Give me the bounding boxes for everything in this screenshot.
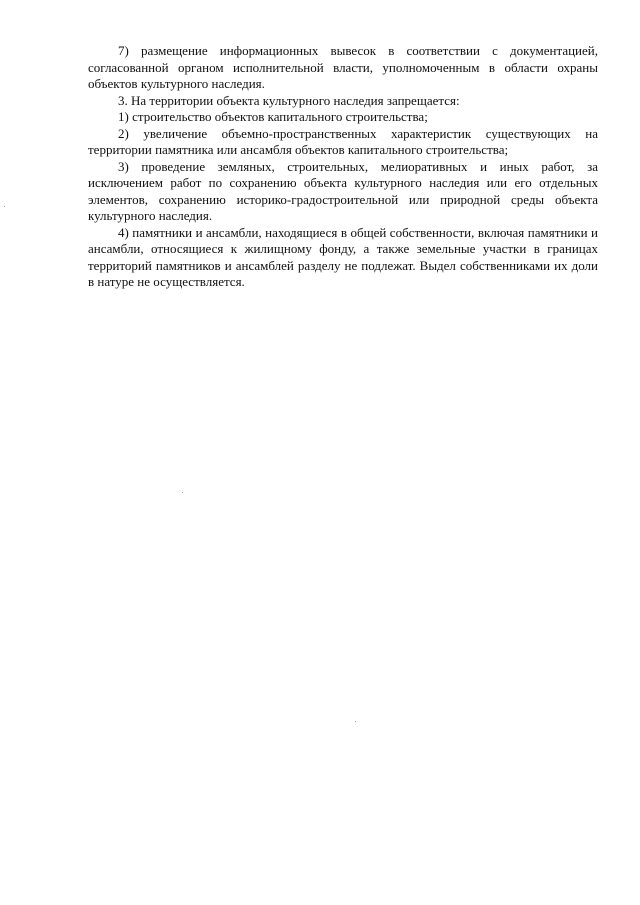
scan-speck xyxy=(4,206,5,207)
scan-speck xyxy=(182,492,183,493)
scan-speck xyxy=(355,721,356,722)
paragraph-section-3-heading: 3. На территории объекта культурного наследия запрещается: xyxy=(118,92,460,108)
paragraph-item-1-construction: 1) строительство объектов капитального строительства; xyxy=(118,109,428,124)
paragraph-item-7-signage: 7) размещение информационных вывесок в соответствии с документацией, согласованной органом исполнительной власти, уполномоченным в области охраны объектов культурного наследия. xyxy=(88,43,598,91)
paragraph-item-3-earthworks: 3) проведение земляных, строительных, мелиоративных и иных работ, за исключением работ по сохранению объекта культурного наследия или его отдельных элементов, сохранению историко-градостроительной или природной среды объекта культурного наследия. xyxy=(88,158,598,223)
paragraph-item-4-ownership: 4) памятники и ансамбли, находящиеся в общей собственности, включая памятники и ансамбли, относящиеся к жилищному фонду, а также земельные участки в границах территорий памятников и ансамблей разделу не подлежат. Выдел собственниками их доли в натуре не осуществляется. xyxy=(88,224,598,289)
paragraph-item-2-volume-increase: 2) увеличение объемно-пространственных характеристик существующих на территории памятника или ансамбля объектов капитального строительства; xyxy=(88,125,598,157)
document-body xyxy=(88,43,598,291)
